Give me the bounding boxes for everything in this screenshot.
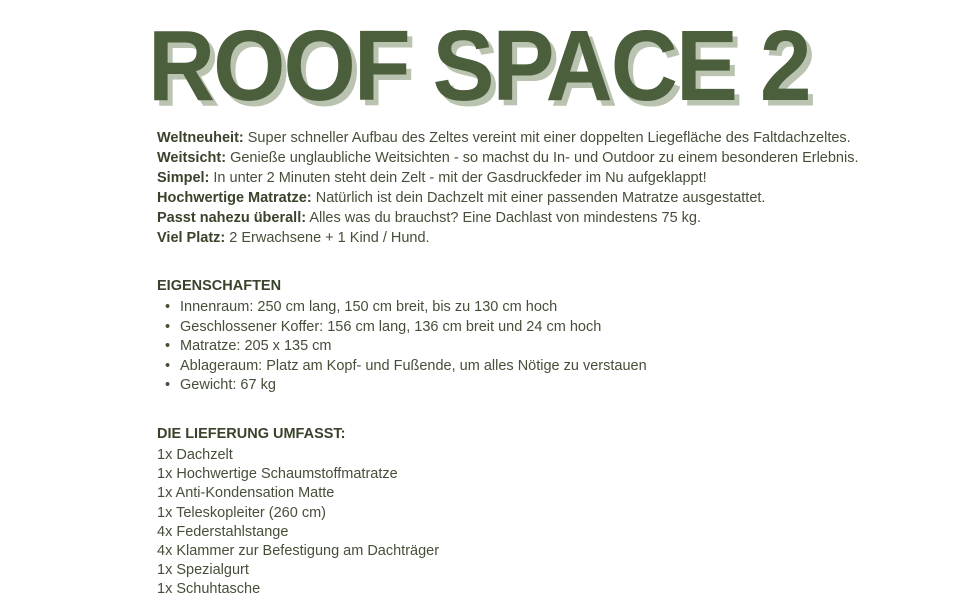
intro-line (157, 168, 930, 188)
bullet-icon: • (165, 299, 171, 315)
list-item (157, 318, 930, 338)
intro-line (157, 208, 930, 228)
intro-line (157, 188, 930, 208)
list-item: 1x Spezialgurt (157, 562, 249, 579)
intro-label: Hochwertige Matratze: (157, 190, 312, 206)
intro-label: Viel Platz: (157, 230, 226, 246)
intro-text: Natürlich ist dein Dachzelt mit einer passenden Matratze ausgestattet. (315, 190, 766, 206)
list-item: 1x Hochwertige Schaumstoffmatratze (157, 466, 398, 483)
product-title: ROOF SPACE 2 (148, 9, 810, 122)
list-item (157, 337, 930, 357)
feature-text: Innenraum: 250 cm lang, 150 cm breit, bis zu 130 cm hoch (180, 299, 558, 315)
feature-text: Ablageraum: Platz am Kopf- und Fußende, um alles Nötige zu verstauen (180, 357, 647, 374)
feature-text: Geschlossener Koffer: 156 cm lang, 136 cm breit und 24 cm hoch (180, 318, 602, 335)
intro-label: Simpel: (157, 170, 210, 186)
intro-line (157, 128, 930, 148)
features-heading: EIGENSCHAFTEN (157, 278, 282, 294)
list-item: 1x Schuhtasche (157, 581, 261, 598)
intro-text: Super schneller Aufbau des Zeltes vereint mit einer doppelten Liegefläche des Faltdachzeltes. (247, 130, 851, 146)
list-item (157, 298, 930, 318)
list-item: 4x Federstahlstange (157, 523, 289, 540)
intro-text: In unter 2 Minuten steht dein Zelt - mit der Gasdruckfeder im Nu aufgeklappt! (213, 170, 707, 186)
intro-label: Weitsicht: (157, 150, 227, 166)
intro-text: 2 Erwachsene + 1 Kind / Hund. (229, 230, 430, 246)
content-area (157, 128, 930, 600)
intro-text: Genieße unglaubliche Weitsichten - so machst du In- und Outdoor zu einem besonderen Erlebnis. (230, 150, 859, 166)
intro-label: Passt nahezu überall: (157, 210, 307, 226)
feature-text: Matratze: 205 x 135 cm (180, 338, 332, 355)
intro-text: Alles was du brauchst? Eine Dachlast von mindestens 75 kg. (309, 210, 702, 226)
list-item (157, 357, 930, 377)
bullet-icon: • (165, 377, 171, 394)
intro-line (157, 148, 930, 168)
list-item: 1x Anti-Kondensation Matte (157, 485, 335, 502)
feature-text: Gewicht: 67 kg (180, 377, 276, 394)
bullet-icon: • (165, 318, 171, 335)
bullet-icon: • (165, 338, 171, 355)
list-item: 4x Klammer zur Befestigung am Dachträger (157, 542, 440, 559)
list-item (157, 376, 930, 396)
delivery-list (157, 446, 930, 600)
bullet-icon: • (165, 357, 171, 374)
delivery-heading: DIE LIEFERUNG UMFASST: (157, 425, 346, 442)
intro-line (157, 228, 930, 248)
intro-label: Weltneuheit: (157, 130, 244, 146)
list-item: 1x Dachzelt (157, 446, 233, 463)
intro-paragraphs (157, 128, 930, 248)
features-list (157, 298, 930, 396)
list-item: 1x Teleskopleiter (260 cm) (157, 504, 326, 521)
